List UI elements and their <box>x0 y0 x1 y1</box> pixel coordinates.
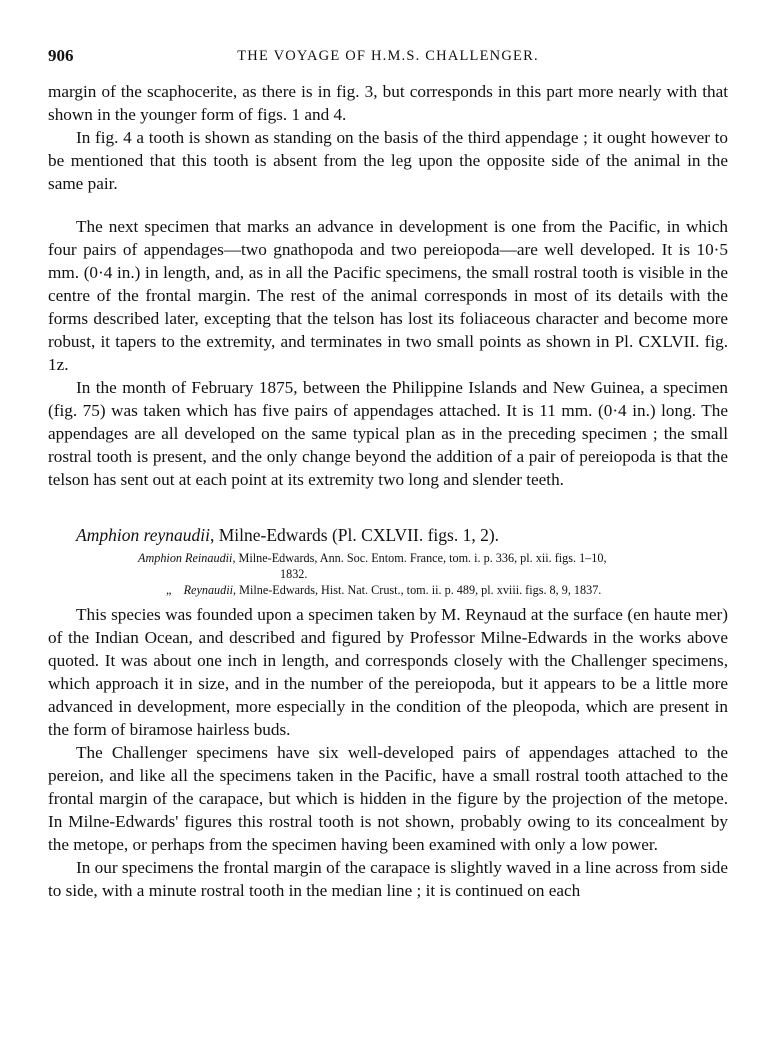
running-title: THE VOYAGE OF H.M.S. CHALLENGER. <box>237 48 539 64</box>
paragraph: In fig. 4 a tooth is shown as standing on the basis of the third appendage ; it ought however to be mentioned that this tooth is absent from the leg upon the opposite side of the animal in the same pair. <box>48 128 728 193</box>
synonym-name: Reynaudii <box>183 583 234 597</box>
paragraph: In the month of February 1875, between the Philippine Islands and New Guinea, a specimen (fig. 75) was taken which has five pairs of appendages attached. It is 11 mm. (0·4 in.) long. The appendages are all developed on the same typical plan as in the preceding specimen ; the small rostral tooth is present, and the only change beyond the addition of a pair of pereiopoda is that the telson has sent out at each point at its extremity two long and slender teeth. <box>48 378 728 489</box>
synonymy-entry <box>166 582 728 598</box>
synonym-reference: , Milne-Edwards, Hist. Nat. Crust., tom. ii. p. 489, pl. xviii. figs. 8, 9, 1837. <box>233 583 602 597</box>
species-authority: , Milne-Edwards (Pl. CXLVII. figs. 1, 2). <box>209 525 500 545</box>
page-header <box>48 46 728 66</box>
synonym-reference: , Milne-Edwards, Ann. Soc. Entom. France, tom. i. p. 336, pl. xii. figs. 1–10, <box>232 551 607 565</box>
spacer <box>48 491 728 523</box>
ditto-mark: „ <box>166 583 172 597</box>
synonym-name: Amphion Reinaudii <box>138 551 233 565</box>
synonymy-year: 1832. <box>280 567 308 581</box>
paragraph: In our specimens the frontal margin of the carapace is slightly waved in a line across from side to side, with a minute rostral tooth in the median line ; it is continued on each <box>48 858 728 900</box>
page-number: 906 <box>48 46 74 65</box>
species-heading <box>76 523 728 547</box>
paragraph: This species was founded upon a specimen taken by M. Reynaud at the surface (en haute mer) of the Indian Ocean, and described and figured by Professor Milne-Edwards in the works above quoted. It was about one inch in length, and corresponds closely with the Challenger specimens, which approach it in size, and in the number of the pereiopoda, but it appears to be a little more advanced in development, more especially in the condition of the pleopoda, which are present in the form of biramose hairless buds. <box>48 605 728 739</box>
body-text <box>48 80 728 902</box>
synonymy-entry <box>138 550 728 566</box>
paragraph: The Challenger specimens have six well-developed pairs of appendages attached to the pereion, and like all the specimens taken in the Pacific, have a small rostral tooth attached to the frontal margin of the carapace, but which is hidden in the figure by the projection of the metope. In Milne-Edwards' figures this rostral tooth is not shown, probably owing to its concealment by the metope, or perhaps from the specimen having been examined with only a low power. <box>48 743 728 854</box>
paragraph: margin of the scaphocerite, as there is in fig. 3, but corresponds in this part more nearly with that shown in the younger form of figs. 1 and 4. <box>48 82 728 124</box>
paragraph: The next specimen that marks an advance in development is one from the Pacific, in which four pairs of appendages—two gnathopoda and two pereiopoda—are well developed. It is 10·5 mm. (0·4 in.) in length, and, as in all the Pacific specimens, the small rostral tooth is visible in the centre of the frontal margin. The rest of the animal corresponds in most of its details with the forms described later, excepting that the telson has lost its foliaceous character and become more robust, it tapers to the extremity, and terminates in two small points as shown in Pl. CXLVII. fig. 1z. <box>48 217 728 374</box>
species-name: Amphion reynaudii <box>76 525 210 545</box>
spacer <box>48 195 728 215</box>
